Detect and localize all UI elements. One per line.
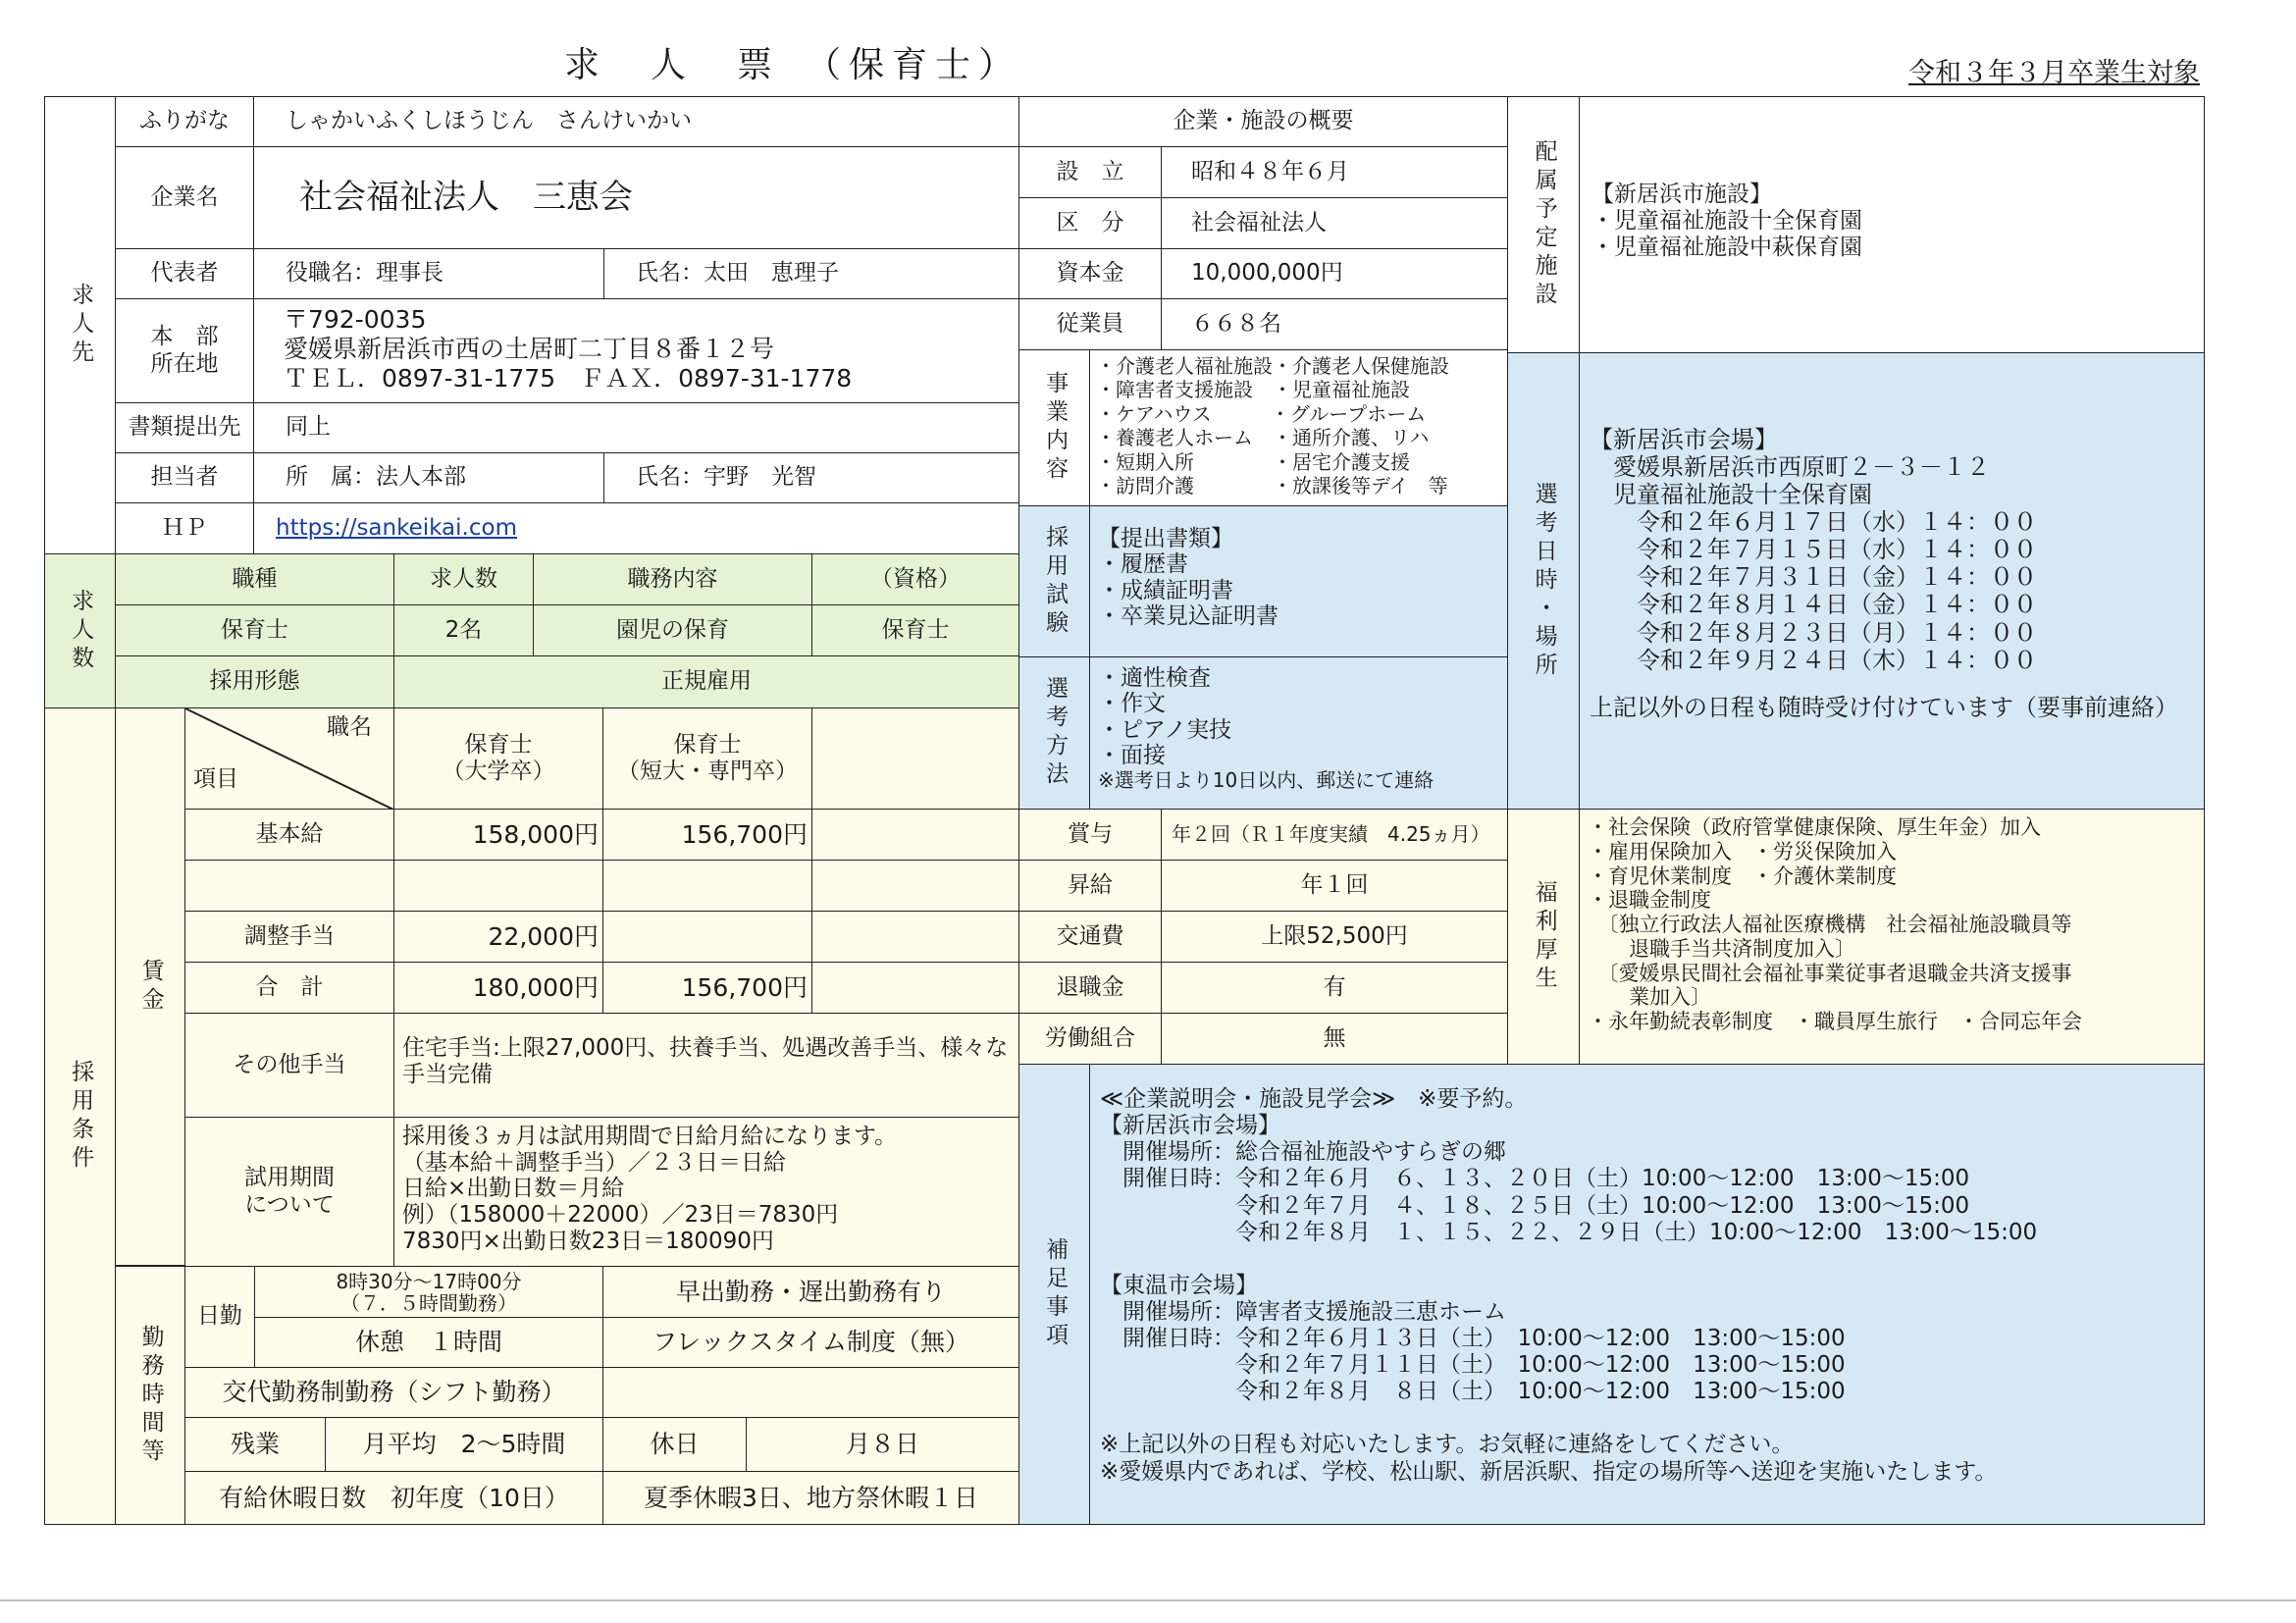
contact-label: 担当者 [115, 452, 254, 503]
business-line: ・ケアハウス ・グループホーム [1096, 401, 1427, 426]
wage-corner [184, 707, 394, 810]
supplement-text [1089, 1064, 2205, 1525]
representative-name: 氏名：太田 恵理子 [603, 248, 1019, 299]
schedule-line: 児童福祉施設十全保育園 [1590, 481, 1872, 509]
overtime-label: 残業 [184, 1417, 326, 1472]
openings-header-job: 職種 [115, 553, 394, 605]
placement-list [1579, 96, 2205, 353]
placement-label: 配属予定施設 [1507, 96, 1580, 353]
trial-line: 例）（158000＋22000）／23日＝7830円 [402, 1202, 839, 1229]
schedule-list [1579, 352, 2205, 810]
schedule-line: 令和２年７月１５日（水）１４：００ [1590, 536, 2037, 564]
established-value: 昭和４８年６月 [1161, 146, 1508, 198]
summer-leave: 夏季休暇3日、地方祭休暇１日 [602, 1471, 1019, 1525]
early-late-shift: 早出勤務・遅出勤務有り [602, 1266, 1019, 1318]
openings-section-label: 求人数 [44, 553, 116, 708]
business-label: 事業内容 [1018, 349, 1090, 506]
supplement-line: 開催日時：令和２年６月 ６、１３、２０日（土）10:00～12:00 13:00～15:00 [1100, 1166, 1970, 1192]
welfare-line: 退職手当共済制度加入〕 [1588, 936, 1855, 961]
supplement-label: 補足事項 [1018, 1064, 1090, 1525]
exam-method-line: ・面接 [1098, 743, 1166, 769]
openings-header-qualification: （資格） [811, 553, 1019, 605]
hq-label: 本 部 所在地 [115, 298, 254, 403]
exam-method-line: ・ピアノ実技 [1098, 716, 1232, 743]
conditions-section-label: 採用条件 [44, 707, 116, 1525]
trial-line: （基本給＋調整手当）／２３日＝日給 [402, 1149, 786, 1176]
supplement-line: 令和２年８月 ８日（土） 10:00～12:00 13:00～15:00 [1100, 1379, 1846, 1405]
day-shift-time: 8時30分～17時00分 （７．５時間勤務） [254, 1266, 603, 1318]
page-bottom-rule [0, 1599, 2296, 1601]
supplement-line: ※愛媛県内であれば、学校、松山駅、新居浜駅、指定の場所等へ送迎を実施いたします。 [1100, 1458, 1998, 1485]
exam-method-line: ・作文 [1098, 691, 1166, 717]
hq-line: ＴＥＬ．0897-31-1775 ＦＡＸ．0897-31-1778 [284, 364, 853, 393]
homepage-link[interactable]: https://sankeikai.com [276, 514, 517, 541]
break-time: 休憩 １時間 [254, 1317, 603, 1368]
trial-line: 日給×出勤日数＝月給 [402, 1176, 625, 1202]
adjustment-university: 22,000円 [393, 911, 603, 963]
holiday-value: 月８日 [746, 1417, 1019, 1472]
total-empty [811, 962, 1019, 1014]
shift-work-empty [602, 1367, 1019, 1418]
base-salary-empty [811, 809, 1019, 861]
wage-col-college: 保育士 （短大・専門卒） [602, 707, 812, 810]
company-name-label: 企業名 [115, 146, 254, 249]
trial-period-label: 試用期間 について [184, 1117, 394, 1267]
paid-leave: 有給休暇日数 初年度（10日） [184, 1471, 603, 1525]
blank-row-label [184, 860, 394, 912]
openings-header-duty: 職務内容 [533, 553, 812, 605]
bonus-value: 年２回（Ｒ１年度実績 4.25ヵ月） [1161, 809, 1508, 861]
schedule-line: 【新居浜市会場】 [1590, 426, 1778, 453]
employees-label: 従業員 [1018, 298, 1162, 350]
exam-method-list [1089, 656, 1508, 810]
base-salary-college: 156,700円 [602, 809, 812, 861]
homepage-label: ＨＰ [115, 502, 254, 554]
union-label: 労働組合 [1018, 1013, 1162, 1065]
blank-row-3 [811, 860, 1019, 912]
hq-address [253, 298, 1019, 403]
union-value: 無 [1161, 1013, 1508, 1065]
day-shift-label: 日勤 [184, 1266, 255, 1368]
submission-label: 書類提出先 [115, 402, 254, 453]
page-header-title: 求 人 票 （保育士） [564, 45, 1022, 85]
adjustment-college [602, 911, 812, 963]
welfare-line: 業加入〕 [1588, 985, 1711, 1010]
exam-docs-list [1089, 505, 1508, 657]
trial-period-text [393, 1117, 1019, 1267]
openings-header-count: 求人数 [393, 553, 534, 605]
capital-label: 資本金 [1018, 248, 1162, 299]
placement-line: 【新居浜市施設】 [1592, 182, 1772, 207]
overview-title: 企業・施設の概要 [1018, 96, 1508, 147]
openings-qualification: 保育士 [811, 604, 1019, 656]
corner-item: 項目 [193, 765, 238, 792]
supplement-line: 開催場所：総合福祉施設やすらぎの郷 [1100, 1139, 1506, 1166]
schedule-line: 令和２年８月１４日（金）１４：００ [1590, 591, 2037, 619]
supplement-line: 【東温市会場】 [1100, 1272, 1258, 1298]
other-allowance-value: 住宅手当:上限27,000円、扶養手当、処遇改善手当、様々な手当完備 [393, 1013, 1019, 1118]
exam-method-note: ※選考日より10日以内、郵送にて連絡 [1098, 767, 1435, 792]
blank-row-1 [393, 860, 603, 912]
supplement-line: 令和２年７月１１日（土） 10:00～12:00 13:00～15:00 [1100, 1352, 1846, 1379]
base-salary-label: 基本給 [184, 809, 394, 861]
raise-label: 昇給 [1018, 860, 1162, 912]
welfare-line: ・雇用保険加入 ・労災保険加入 [1588, 839, 1897, 864]
openings-duty: 園児の保育 [533, 604, 812, 656]
schedule-line: 令和２年６月１７日（水）１４：００ [1590, 508, 2037, 537]
representative-label: 代表者 [115, 248, 254, 299]
hours-label: 勤務時間等 [115, 1266, 185, 1525]
supplement-line: 開催場所：障害者支援施設三恵ホーム [1100, 1298, 1506, 1325]
bonus-label: 賞与 [1018, 809, 1162, 861]
company-name: 社会福祉法人 三恵会 [253, 146, 1019, 249]
employer-section-label: 求人先 [44, 96, 116, 554]
hq-line: 愛媛県新居浜市西の土居町二丁目８番１２号 [284, 335, 775, 363]
transport-label: 交通費 [1018, 911, 1162, 963]
exam-method-line: ・適性検査 [1098, 665, 1211, 691]
category-label: 区 分 [1018, 197, 1162, 249]
exam-method-label: 選考方法 [1018, 656, 1090, 810]
trial-line: 7830円×出勤日数23日＝180090円 [402, 1228, 774, 1254]
employment-type-value: 正規雇用 [393, 655, 1019, 708]
supplement-line: ≪企業説明会・施設見学会≫ ※要予約。 [1100, 1086, 1528, 1112]
adjustment-empty [811, 911, 1019, 963]
schedule-note: 上記以外の日程も随時受け付けています（要事前連絡） [1590, 693, 2178, 721]
base-salary-university: 158,000円 [393, 809, 603, 861]
contact-name: 氏名：宇野 光智 [603, 452, 1019, 503]
welfare-line: 〔愛媛県民間社会福祉事業従事者退職金共済支援事 [1588, 961, 2072, 985]
holiday-label: 休日 [602, 1417, 747, 1472]
hq-line: 〒792-0035 [284, 305, 427, 334]
business-line: ・介護老人福祉施設・介護老人保健施設 [1096, 354, 1449, 378]
welfare-line: ・社会保険（政府管掌健康保険、厚生年金）加入 [1588, 815, 2041, 839]
employment-type-label: 採用形態 [115, 655, 394, 708]
openings-job: 保育士 [115, 604, 394, 656]
trial-line: 採用後３ヵ月は試用期間で日給月給になります。 [402, 1124, 898, 1149]
business-line: ・訪問介護 ・放課後等デイ 等 [1096, 473, 1448, 497]
supplement-line [1100, 1405, 2196, 1432]
supplement-line [1100, 1246, 2196, 1273]
supplement-line: 令和２年８月 １、１５、２２、２９日（土）10:00～12:00 13:00～15:00 [1100, 1219, 2038, 1245]
exam-doc-line: ・成績証明書 [1098, 577, 1233, 603]
welfare-line: 〔独立行政法人福祉医療機構 社会福祉施設職員等 [1588, 913, 2072, 937]
supplement-line: 令和２年７月 ４、１８、２５日（土）10:00～12:00 13:00～15:00 [1100, 1192, 1970, 1219]
overtime-value: 月平均 2～5時間 [325, 1417, 603, 1472]
supplement-line: 開催日時：令和２年６月１３日（土） 10:00～12:00 13:00～15:00 [1100, 1326, 1846, 1351]
submission-value: 同上 [253, 402, 1019, 453]
placement-line: ・児童福祉施設中萩保育園 [1592, 235, 1862, 261]
representative-title: 役職名：理事長 [253, 248, 604, 299]
schedule-line: 令和２年９月２４日（木）１４：００ [1590, 646, 2037, 674]
furigana-value: しゃかいふくしほうじん さんけいかい [253, 96, 1019, 147]
furigana-label: ふりがな [115, 96, 254, 147]
business-list [1089, 349, 1508, 506]
raise-value: 年１回 [1161, 860, 1508, 912]
other-allowance-label: その他手当 [184, 1013, 394, 1118]
supplement-line: 【新居浜市会場】 [1100, 1113, 1280, 1139]
homepage-cell [253, 502, 1019, 554]
schedule-line: 令和２年７月３１日（金）１４：００ [1590, 563, 2037, 592]
total-university: 180,000円 [393, 962, 603, 1014]
category-value: 社会福祉法人 [1161, 197, 1508, 249]
exam-docs-label: 採用試験 [1018, 505, 1090, 657]
welfare-line: ・永年勤続表彰制度 ・職員厚生旅行 ・合同忘年会 [1588, 1010, 2082, 1034]
welfare-list [1579, 809, 2205, 1065]
target-graduates: 令和３年３月卒業生対象 [1908, 58, 2200, 88]
corner-job-title: 職名 [327, 714, 372, 740]
capital-value: 10,000,000円 [1161, 248, 1508, 299]
schedule-line: 令和２年８月２３日（月）１４：００ [1590, 618, 2037, 647]
wage-label: 賃金 [115, 707, 185, 1266]
retirement-value: 有 [1161, 962, 1508, 1014]
employees-value: ６６８名 [1161, 298, 1508, 350]
welfare-label: 福利厚生 [1507, 809, 1580, 1065]
total-college: 156,700円 [602, 962, 812, 1014]
business-line: ・養護老人ホーム ・通所介護、リハ [1096, 426, 1430, 450]
business-line: ・障害者支援施設 ・児童福祉施設 [1096, 378, 1410, 402]
transport-value: 上限52,500円 [1161, 911, 1508, 963]
wage-col-empty [811, 707, 1019, 810]
flex-time: フレックスタイム制度（無） [602, 1317, 1019, 1368]
schedule-line: 愛媛県新居浜市西原町２－３－１２ [1590, 453, 1990, 482]
wage-col-university: 保育士 （大学卒） [393, 707, 603, 810]
blank-row-2 [602, 860, 812, 912]
exam-doc-line: 【提出書類】 [1098, 526, 1233, 551]
retirement-label: 退職金 [1018, 962, 1162, 1014]
shift-work: 交代勤務制勤務（シフト勤務） [184, 1367, 603, 1418]
exam-doc-line: ・卒業見込証明書 [1098, 603, 1278, 630]
schedule-label: 選考日時・場所 [1507, 352, 1580, 810]
openings-count: 2名 [393, 604, 534, 656]
business-line: ・短期入所 ・居宅介護支援 [1096, 449, 1410, 474]
exam-doc-line: ・履歴書 [1098, 551, 1188, 578]
total-label: 合 計 [184, 962, 394, 1014]
placement-line: ・児童福祉施設十全保育園 [1592, 208, 1862, 235]
welfare-line: ・育児休業制度 ・介護休業制度 [1588, 864, 1897, 888]
supplement-line: ※上記以外の日程も対応いたします。お気軽に連絡をしてください。 [1100, 1432, 1795, 1458]
established-label: 設 立 [1018, 146, 1162, 198]
adjustment-label: 調整手当 [184, 911, 394, 963]
contact-dept: 所 属：法人本部 [253, 452, 604, 503]
welfare-line: ・退職金制度 [1588, 888, 1711, 913]
